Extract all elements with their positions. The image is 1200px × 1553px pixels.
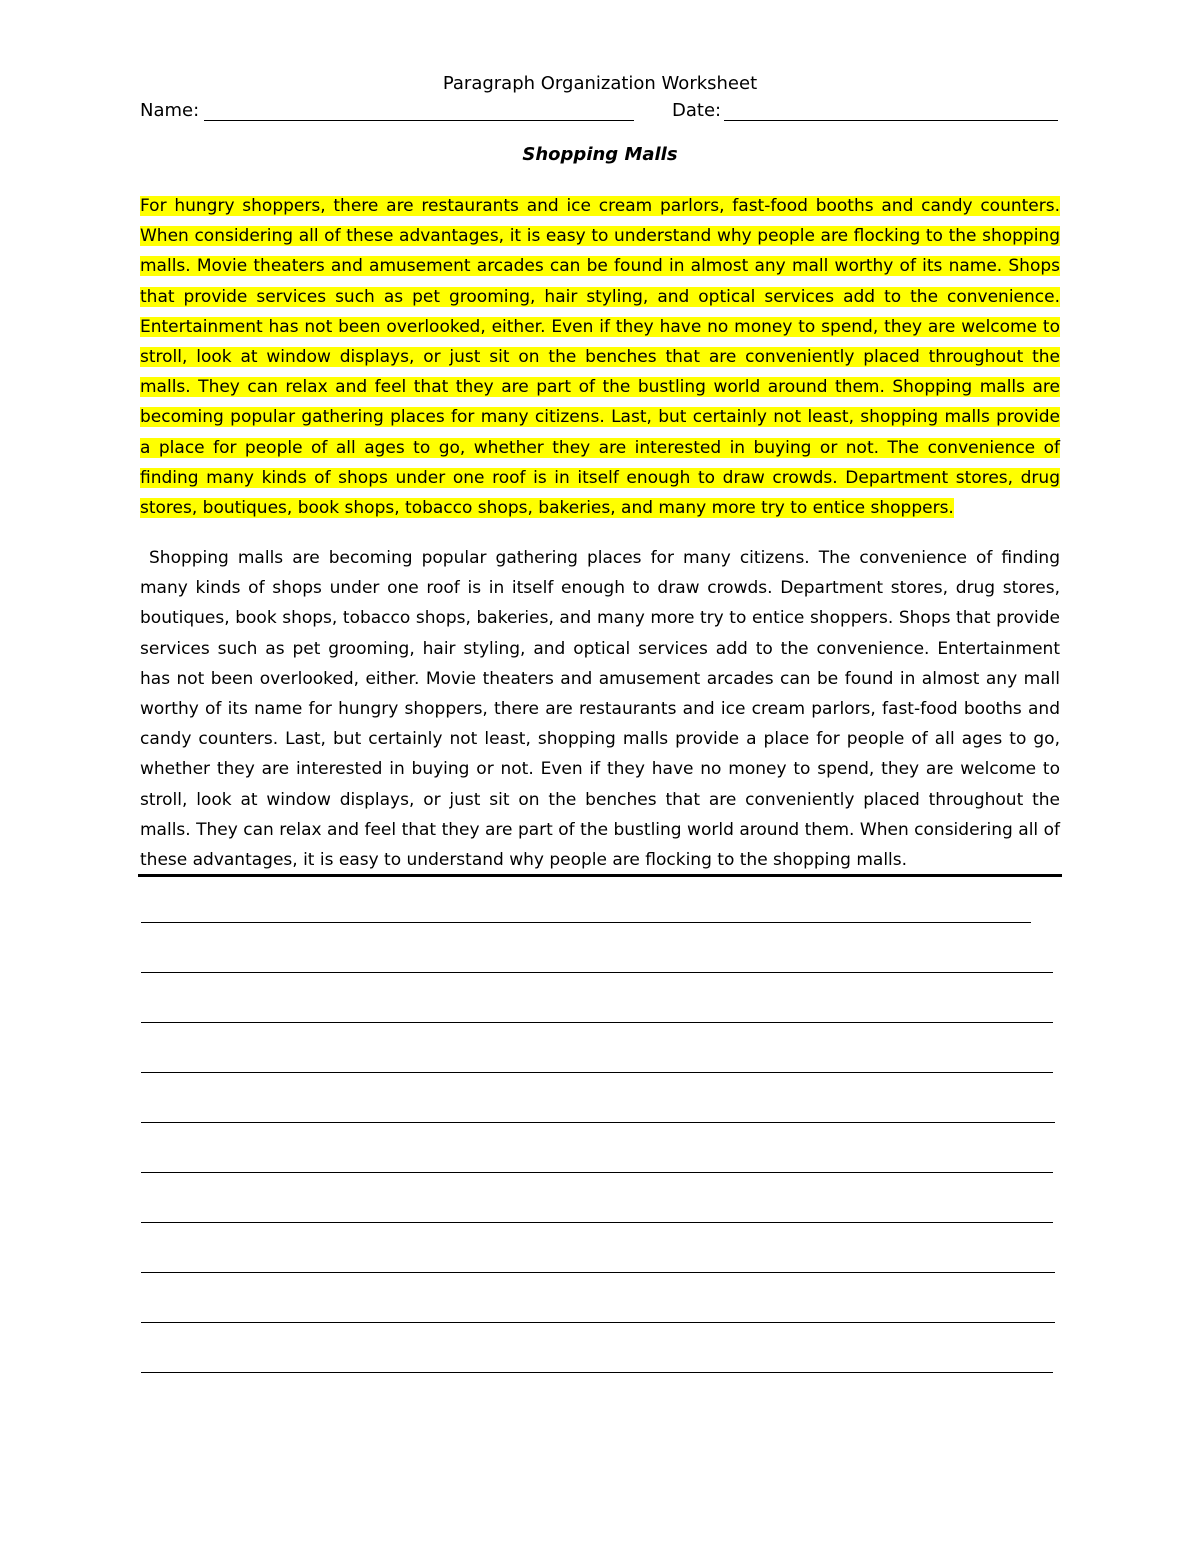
date-label: Date: xyxy=(672,100,722,121)
answer-line[interactable] xyxy=(141,1272,1055,1273)
answer-line[interactable] xyxy=(141,972,1053,973)
answer-line[interactable] xyxy=(141,922,1031,923)
answer-line[interactable] xyxy=(141,1222,1053,1223)
answer-line[interactable] xyxy=(141,1122,1055,1123)
highlighted-paragraph xyxy=(140,191,1060,523)
date-field-line[interactable] xyxy=(724,120,1058,121)
name-date-row xyxy=(140,99,1060,125)
name-label: Name: xyxy=(140,100,200,121)
highlighted-paragraph-text: For hungry shoppers, there are restaurants and ice cream parlors, fast-food booths and candy counters. When considering all of these advantages, it is easy to understand why people are flocking to the shopping malls. Movie theaters and amusement arcades can be found in almost any mall worthy of its name. Shops that provide services such as pet grooming, hair styling, and optical services add to the convenience. Entertainment has not been overlooked, either. Even if they have no money to spend, they are welcome to stroll, look at window displays, or just sit on the benches that are conveniently placed throughout the malls. They can relax and feel that they are part of the bustling world around them. Shopping malls are becoming popular gathering places for many citizens. Last, but certainly not least, shopping malls provide a place for people of all ages to go, whether they are interested in buying or not. The convenience of finding many kinds of shops under one roof is in itself enough to draw crowds. Department stores, drug stores, boutiques, book shops, tobacco shops, bakeries, and many more try to entice shoppers. xyxy=(140,196,1060,519)
answer-line[interactable] xyxy=(141,1072,1053,1073)
worksheet-title: Paragraph Organization Worksheet xyxy=(442,73,758,94)
section-divider xyxy=(138,874,1062,877)
answer-line[interactable] xyxy=(141,1172,1053,1173)
passage-title: Shopping Malls xyxy=(522,144,678,165)
scrambled-paragraph: Shopping malls are becoming popular gathering places for many citizens. The convenience of finding many kinds of shops under one roof is in itself enough to draw crowds. Department stores, drug stores, boutiques, book shops, tobacco shops, bakeries, and many more try to entice shoppers. Shops that provide services such as pet grooming, hair styling, and optical services add to the convenience. Entertainment has not been overlooked, either. Movie theaters and amusement arcades can be found in almost any mall worthy of its name for hungry shoppers, there are restaurants and ice cream parlors, fast-food booths and candy counters. Last, but certainly not least, shopping malls provide a place for people of all ages to go, whether they are interested in buying or not. Even if they have no money to spend, they are welcome to stroll, look at window displays, or just sit on the benches that are conveniently placed throughout the malls. They can relax and feel that they are part of the bustling world around them. When considering all of these advantages, it is easy to understand why people are flocking to the shopping malls. xyxy=(140,548,1060,871)
name-field-line[interactable] xyxy=(204,120,634,121)
answer-line[interactable] xyxy=(141,1022,1053,1023)
answer-line[interactable] xyxy=(141,1322,1055,1323)
answer-line[interactable] xyxy=(141,1372,1053,1373)
